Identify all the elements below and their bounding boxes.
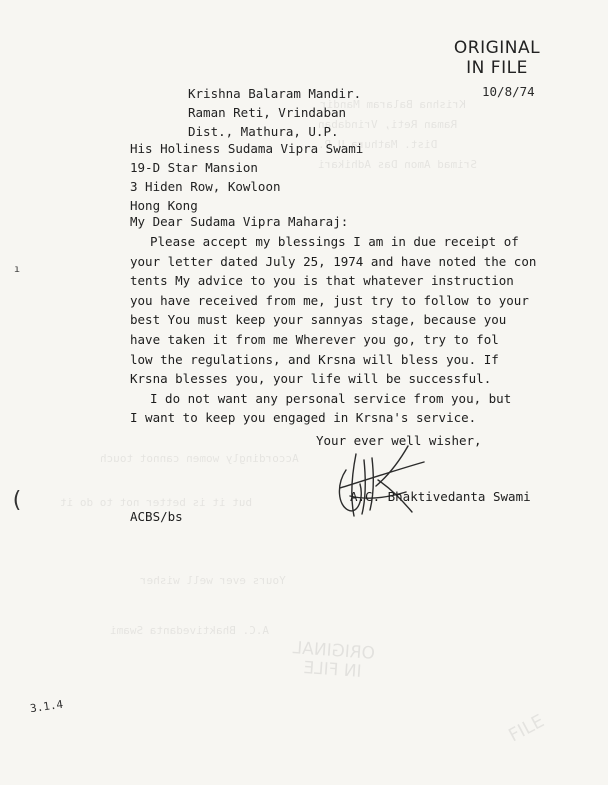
stamp-line-1: ORIGINAL [453, 38, 541, 58]
signature-name: A.C. Bhaktivedanta Swami [350, 489, 531, 504]
body-line: you have received from me, just try to follow to your [130, 292, 529, 308]
recipient-line-1: His Holiness Sudama Vipra Swami [130, 141, 364, 156]
body-line: Please accept my blessings I am in due receipt of [150, 234, 519, 249]
recipient-line-4: Hong Kong [130, 198, 198, 213]
margin-tick-mark: ı [14, 264, 21, 275]
body-line: tents My advice to you is that whatever instruction [130, 273, 514, 289]
original-in-file-stamp [452, 38, 542, 78]
salutation: My Dear Sudama Vipra Maharaj: [130, 214, 349, 229]
closing: Your ever well wisher, [316, 433, 482, 448]
sender-line-3: Dist., Mathura, U.P. [188, 124, 339, 139]
corner-handwritten-note: 3.1.4 [29, 697, 64, 716]
letter-body [130, 232, 537, 428]
letter-page: Krishna Balaram Mandir Raman Reti, Vrindaban Dist. Mathura U.P. Srimad Amon Das Adhikari Accordingly women cannot touch but it is better not to do it Yours ever well wisher A.C. Bhaktivedanta Swami ORIGINAL IN FILE FILE ORIGINAL IN FILE 10/8/74 Krishna Balaram Mandir. Raman Reti, Vrindaban Dist., Mathura, U.P. His Holiness Sudama Vipra Swami 19-D Star Mansion 3 Hiden Row, Kowloon Hong Kong My Dear Sudama Vipra Maharaj: Please accept my blessings I am in due receipt of your letter dated July 25, 1974 and have noted the con tents My advice to you is that whatever instruction you have received from me, just try to follow to your best You must keep your sannyas stage, because you have taken it from me Wherever you go, try to fol low the regulations, and Krsna will bless you. If Krsna blesses you, your life will be successful. I do not want any personal service from you, but I want to keep you engaged in Krsna's service. Your ever well wisher, A.C. Bhaktivedanta Swami ACBS/bs ( ı 3.1.4 [10, 38, 548, 747]
body-line: your letter dated July 25, 1974 and have noted the con [130, 253, 537, 269]
sender-line-2: Raman Reti, Vrindaban [188, 105, 347, 120]
sender-line-1: Krishna Balaram Mandir. [188, 86, 362, 101]
body-line: I do not want any personal service from you, but [150, 390, 512, 406]
margin-bracket-mark: ( [10, 488, 24, 513]
reference-initials: ACBS/bs [130, 509, 183, 524]
recipient-line-3: 3 Hiden Row, Kowloon [130, 179, 281, 194]
handwritten-signature [326, 440, 436, 522]
recipient-line-2: 19-D Star Mansion [130, 160, 258, 175]
body-line: I want to keep you engaged in Krsna's service. [130, 410, 477, 426]
letter-date: 10/8/74 [482, 84, 535, 99]
body-line: have taken it from me Wherever you go, try to fol [130, 331, 499, 347]
body-line: low the regulations, and Krsna will bless you. If [130, 351, 499, 367]
stamp-line-2: IN FILE [466, 58, 528, 78]
body-line: Krsna blesses you, your life will be successful. [130, 371, 492, 387]
body-line: best You must keep your sannyas stage, because you [130, 312, 507, 328]
